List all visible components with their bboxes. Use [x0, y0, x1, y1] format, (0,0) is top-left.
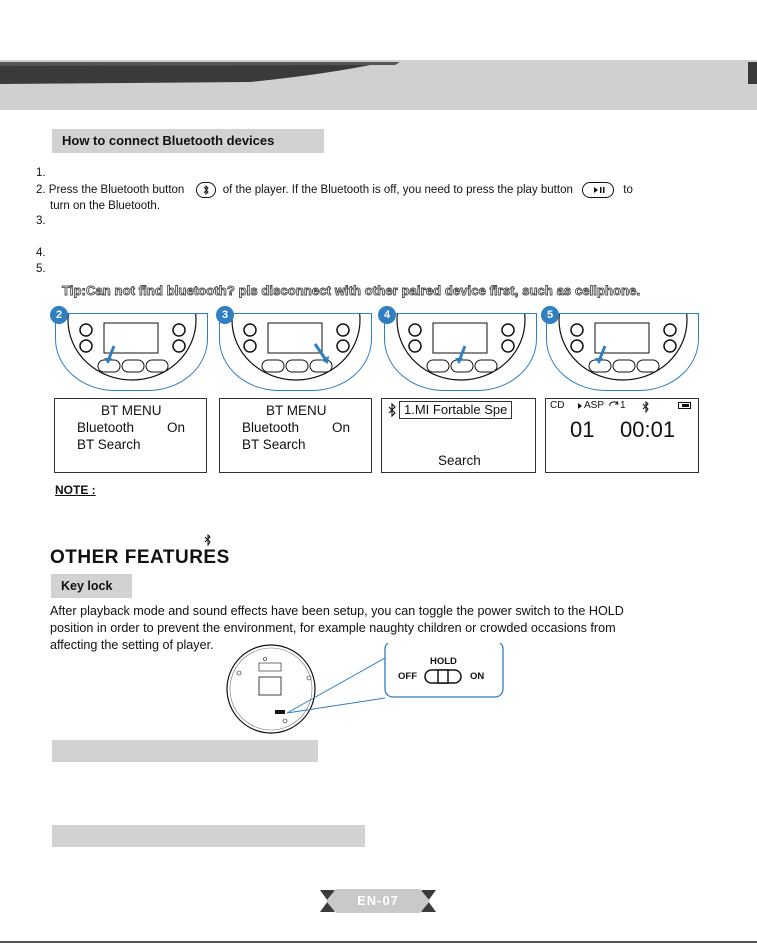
keylock-text-line1: After playback mode and sound effects have been setup, you can toggle the power switch to the HOLD: [50, 604, 624, 618]
screen-playback: [545, 398, 699, 473]
screen-row1-label: Bluetooth: [77, 420, 135, 435]
step-2-continued: turn on the Bluetooth.: [50, 200, 160, 212]
player-device-icon: [385, 314, 537, 391]
screen-row2-label: BT Search: [242, 437, 306, 452]
player-illustration-2: [55, 313, 208, 391]
search-label: Search: [438, 453, 481, 468]
battery-icon: [678, 402, 691, 409]
other-features-heading: OTHER FEATURES: [50, 547, 230, 568]
page-number: EN-07: [357, 893, 399, 908]
keylock-text-line2: position in order to prevent the environment, for example naughty children or crowded occasions from: [50, 621, 616, 635]
tip-text: Tip:Can not find bluetooth? pls disconnect with other paired device first, such as cellphone.: [62, 283, 641, 298]
step-2-text-b: of the player. If the Bluetooth is off, you need to press the play button: [222, 184, 573, 197]
player-illustration-3: [219, 313, 372, 391]
step-5: 5.: [36, 263, 46, 275]
search-result-device: 1.MI Fortable Spe: [399, 401, 512, 419]
section-bar-empty-2: [52, 825, 365, 847]
keylock-text-line3: affecting the setting of player.: [50, 638, 214, 652]
step-badge-4: 4: [378, 306, 396, 324]
bluetooth-icon: [387, 403, 397, 417]
hold-switch-illustration: [225, 643, 525, 738]
note-label: NOTE :: [55, 483, 96, 497]
step-badge-5: 5: [541, 306, 559, 324]
screen-bt-search: [381, 398, 536, 473]
screen-row1-value: On: [332, 420, 351, 435]
step-2-text-a: 2. Press the Bluetooth button: [36, 184, 185, 197]
player-device-icon: [547, 314, 699, 391]
track-number: 01: [570, 417, 595, 442]
play-pause-button-icon: [582, 182, 614, 198]
screen-bt-menu-2: [219, 398, 372, 473]
step-4: 4.: [36, 247, 46, 259]
bluetooth-icon: [642, 401, 650, 413]
step-badge-2: 2: [50, 306, 68, 324]
off-label: OFF: [398, 671, 417, 682]
section-bar-empty-1: [52, 740, 318, 762]
player-illustration-4: [384, 313, 537, 391]
section-title-keylock: Key lock: [51, 574, 132, 598]
bluetooth-icon: [204, 534, 212, 546]
cd-label: CD: [550, 400, 565, 411]
player-device-icon: [56, 314, 208, 391]
step-1: 1.: [36, 167, 46, 179]
screen-bt-menu-1: [54, 398, 207, 473]
screen-title: BT MENU: [266, 403, 327, 418]
repeat-icon: [608, 400, 620, 410]
step-2: [36, 182, 633, 198]
play-icon: [577, 402, 583, 410]
bluetooth-button-icon: [196, 182, 216, 198]
screen-row1-label: Bluetooth: [242, 420, 300, 435]
header-banner: [0, 60, 757, 110]
bottom-rule: [0, 941, 757, 943]
hold-label: HOLD: [430, 656, 457, 667]
step-2-text-c: to: [623, 184, 633, 197]
asp-label: ASP: [584, 400, 605, 411]
player-illustration-5: [546, 313, 699, 391]
player-device-icon: [220, 314, 372, 391]
section-title-bluetooth: How to connect Bluetooth devices: [52, 129, 324, 153]
on-label: ON: [470, 671, 485, 682]
play-time: 00:01: [620, 417, 676, 442]
screen-row1-value: On: [167, 420, 186, 435]
repeat-count: 1: [620, 400, 626, 411]
step-badge-3: 3: [216, 306, 234, 324]
screen-title: BT MENU: [101, 403, 162, 418]
step-3: 3.: [36, 215, 46, 227]
screen-row2-label: BT Search: [77, 437, 141, 452]
